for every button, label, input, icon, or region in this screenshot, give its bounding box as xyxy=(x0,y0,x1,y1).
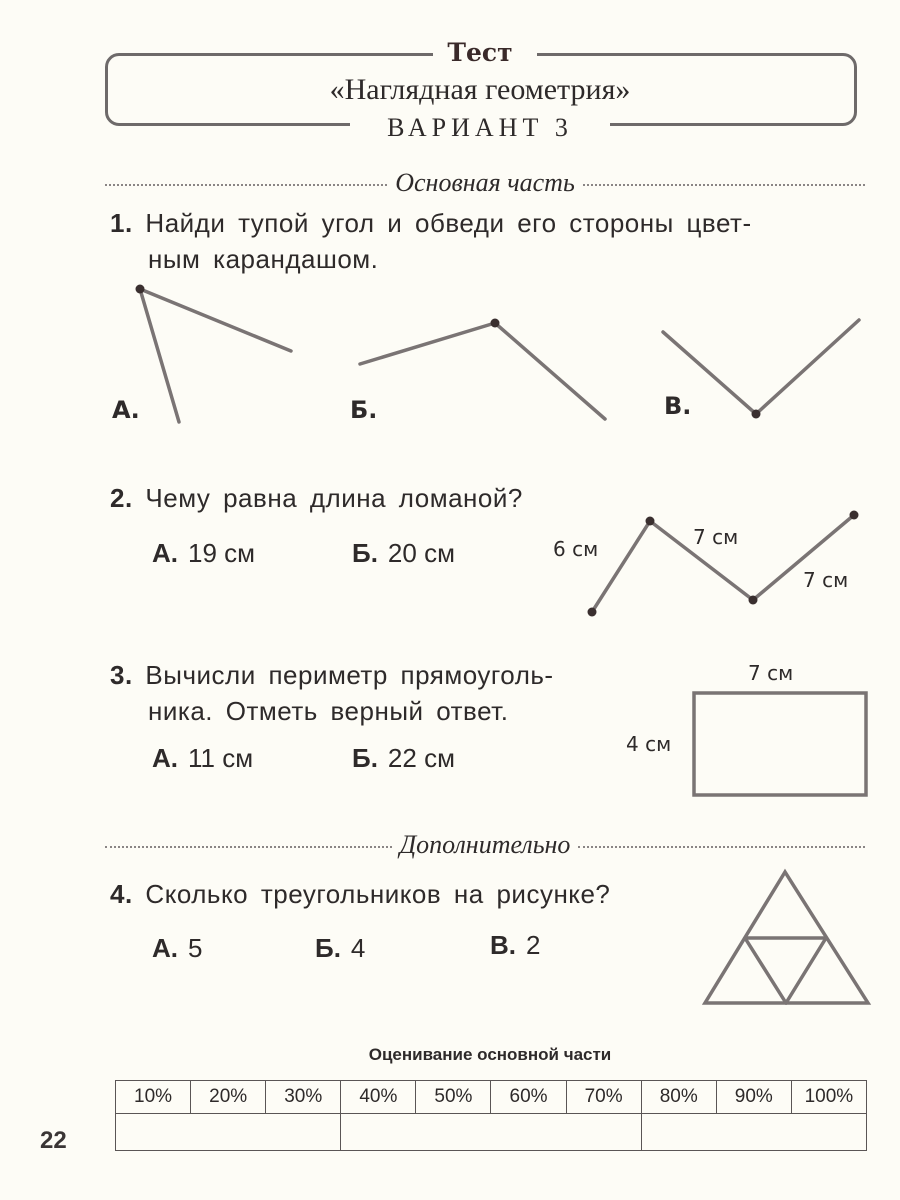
angle-v-label: В. xyxy=(664,392,692,420)
segment-label-1: 6 см xyxy=(553,537,599,561)
option-value: 5 xyxy=(188,933,203,963)
score-cell: 90% xyxy=(716,1081,791,1114)
option-letter: А. xyxy=(152,933,178,963)
option-letter: Б. xyxy=(352,538,378,568)
scoring-title: Оценивание основной части xyxy=(368,1045,612,1064)
score-blank-cell-1[interactable] xyxy=(116,1114,341,1151)
segment-label-2: 7 см xyxy=(693,525,739,549)
section-extra-divider xyxy=(105,830,865,860)
scoring-table xyxy=(115,1080,867,1151)
answer-option-b[interactable] xyxy=(352,538,455,569)
dotted-rule xyxy=(105,184,387,186)
vertex-point xyxy=(136,285,145,294)
option-letter: Б. xyxy=(315,933,341,963)
answer-option-v[interactable] xyxy=(490,930,540,961)
question-text: ным карандашом. xyxy=(148,244,379,274)
scoring-blank-row xyxy=(116,1114,867,1151)
option-value: 2 xyxy=(526,930,541,960)
question-number: 2. xyxy=(110,483,133,513)
page-title: «Наглядная геометрия» xyxy=(329,73,631,106)
scoring-header-row xyxy=(116,1081,867,1114)
score-cell: 30% xyxy=(266,1081,341,1114)
dotted-rule xyxy=(583,184,865,186)
variant-label: ВАРИАНТ 3 xyxy=(387,113,573,142)
angle-b-figure xyxy=(360,323,605,419)
vertex-point xyxy=(752,410,761,419)
question-number: 3. xyxy=(110,660,133,690)
score-cell: 10% xyxy=(116,1081,191,1114)
question-1 xyxy=(110,205,752,277)
question-text: Сколько треугольников на рисунке? xyxy=(145,879,611,909)
option-value: 20 см xyxy=(387,538,455,568)
option-value: 11 см xyxy=(188,743,254,773)
triangles-figure xyxy=(705,872,868,1003)
vertex-point xyxy=(491,319,500,328)
rectangle-figure xyxy=(694,693,866,795)
answer-option-b[interactable] xyxy=(352,743,455,774)
score-blank-cell-3[interactable] xyxy=(641,1114,866,1151)
option-value: 4 xyxy=(350,933,366,963)
question-text: Чему равна длина ломаной? xyxy=(145,483,523,513)
answer-option-a[interactable] xyxy=(152,538,255,569)
rectangle-width-label: 7 см xyxy=(748,661,794,685)
option-value: 19 см xyxy=(188,538,256,568)
angle-v-figure xyxy=(663,320,859,414)
section-extra-label: Дополнительно xyxy=(399,830,571,859)
question-number: 1. xyxy=(110,208,133,238)
score-cell: 40% xyxy=(341,1081,416,1114)
question-4 xyxy=(110,876,610,912)
dotted-rule xyxy=(105,846,392,848)
answer-option-a[interactable] xyxy=(152,743,253,774)
question-text: Вычисли периметр прямоуголь- xyxy=(145,660,554,690)
question-number: 4. xyxy=(110,879,133,909)
angle-b-label: Б. xyxy=(350,396,378,424)
score-cell: 20% xyxy=(191,1081,266,1114)
score-cell: 60% xyxy=(491,1081,566,1114)
option-letter: Б. xyxy=(352,743,378,773)
polyline-point xyxy=(588,608,597,617)
score-cell: 50% xyxy=(416,1081,491,1114)
polyline-point xyxy=(646,517,655,526)
score-blank-cell-2[interactable] xyxy=(341,1114,641,1151)
question-3 xyxy=(110,657,554,729)
dotted-rule xyxy=(578,846,865,848)
option-value: 22 см xyxy=(387,743,455,773)
page-number: 22 xyxy=(40,1127,67,1154)
polyline-point xyxy=(850,511,859,520)
score-cell: 70% xyxy=(566,1081,641,1114)
test-label: Тест xyxy=(447,38,513,67)
score-cell: 100% xyxy=(791,1081,866,1114)
angle-a-label: А. xyxy=(112,396,140,424)
question-text: Найди тупой угол и обведи его стороны цвет- xyxy=(145,208,752,238)
section-main-divider xyxy=(105,168,865,198)
question-2 xyxy=(110,480,523,516)
answer-option-a[interactable] xyxy=(152,933,202,964)
question-text: ника. Отметь верный ответ. xyxy=(148,696,509,726)
polyline-point xyxy=(749,596,758,605)
section-main-label: Основная часть xyxy=(395,168,575,197)
segment-label-3: 7 см xyxy=(803,568,849,592)
option-letter: В. xyxy=(490,930,516,960)
option-letter: А. xyxy=(152,743,178,773)
option-letter: А. xyxy=(152,538,178,568)
rectangle-height-label: 4 см xyxy=(626,732,672,756)
answer-option-b[interactable] xyxy=(315,933,365,964)
angle-a-figure xyxy=(140,289,291,422)
score-cell: 80% xyxy=(641,1081,716,1114)
